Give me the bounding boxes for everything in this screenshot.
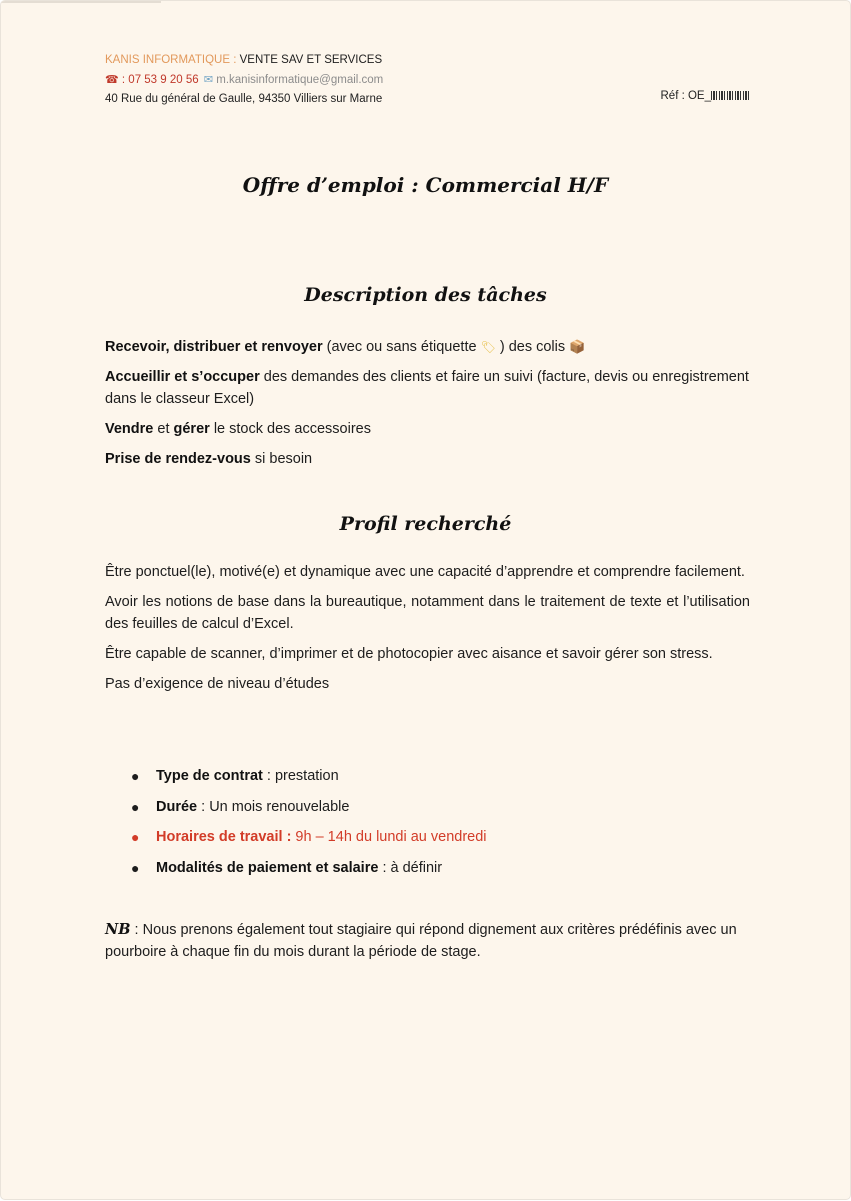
- nota-bene: [105, 919, 750, 963]
- detail-value: 9h – 14h du lundi au vendredi: [291, 829, 487, 846]
- profile-paragraph: Être ponctuel(le), motivé(e) et dynamique avec une capacité d’apprendre et comprendre facilement.: [105, 564, 745, 580]
- task-text: (avec ou sans étiquette: [322, 339, 481, 355]
- detail-contract-type: [105, 765, 750, 796]
- task-item: [105, 366, 750, 410]
- phone-number: : 07 53 9 20 56: [121, 73, 199, 86]
- task-bold: Accueillir et s’occuper: [105, 369, 260, 385]
- task-item: [105, 336, 750, 358]
- email-address[interactable]: m.kanisinformatique@gmail.com: [216, 73, 384, 86]
- detail-value: : prestation: [262, 768, 339, 784]
- detail-duration: [105, 796, 750, 827]
- tasks-list: [105, 336, 750, 478]
- task-text: des demandes des clients et faire un suivi (facture, devis ou enregistrement dans le classeur Excel): [105, 369, 749, 407]
- task-text: et: [153, 421, 174, 437]
- task-item: [105, 418, 750, 440]
- detail-payment: [105, 857, 750, 888]
- tasks-heading: Description des tâches: [304, 284, 547, 306]
- detail-working-hours: [105, 826, 750, 857]
- task-text-2: le stock des accessoires: [209, 421, 371, 437]
- reference-label: Réf : OE_: [660, 90, 711, 102]
- company-name: KANIS INFORMATIQUE :: [105, 54, 237, 66]
- company-line: [105, 51, 751, 71]
- profile-paragraph: Pas d’exigence de niveau d’études: [105, 676, 330, 692]
- detail-value: : à définir: [378, 860, 443, 877]
- bullet-icon: ●: [131, 798, 140, 815]
- address: 40 Rue du général de Gaulle, 94350 Villiers sur Marne: [105, 93, 383, 105]
- task-text: si besoin: [250, 451, 313, 467]
- label-tag-icon: 🏷: [480, 340, 496, 354]
- mail-icon: ✉: [203, 73, 214, 86]
- phone-icon: ☎: [105, 73, 119, 86]
- detail-label: Horaires de travail :: [156, 829, 292, 846]
- contact-line: [105, 71, 751, 91]
- top-strip: [1, 1, 161, 3]
- bullet-icon: ●: [131, 768, 140, 784]
- detail-label: Durée: [156, 798, 198, 815]
- task-bold: Vendre: [105, 421, 154, 437]
- nb-text: : Nous prenons également tout stagiaire qui répond dignement aux critères prédéfinis avec un pourboire à chaque fin du mois durant la période de stage.: [105, 922, 737, 960]
- nb-label: NB: [105, 921, 131, 938]
- profile-heading: Profil recherché: [339, 513, 512, 535]
- task-bold-2: gérer: [173, 421, 210, 437]
- task-item: [105, 448, 750, 470]
- address-line: [105, 90, 751, 110]
- company-services: VENTE SAV ET SERVICES: [236, 54, 383, 66]
- task-text-2: ) des colis: [495, 339, 570, 355]
- detail-value: : Un mois renouvelable: [197, 798, 350, 815]
- bullet-icon: ●: [131, 829, 140, 846]
- profile-paragraph: Être capable de scanner, d’imprimer et de photocopier avec aisance et savoir gérer son stress.: [105, 646, 713, 662]
- task-bold: Recevoir, distribuer et renvoyer: [105, 339, 323, 355]
- detail-label: Type de contrat: [156, 768, 263, 784]
- bullet-icon: ●: [131, 860, 140, 877]
- package-icon: 📦: [569, 339, 586, 354]
- profile-text: [105, 561, 750, 703]
- page-title: Offre d’emploi : Commercial H/F: [242, 173, 609, 197]
- document-page: [1, 1, 850, 1199]
- barcode-icon: [711, 91, 751, 100]
- task-bold: Prise de rendez-vous: [105, 451, 251, 467]
- letterhead: [105, 51, 751, 110]
- reference: [661, 90, 752, 102]
- detail-label: Modalités de paiement et salaire: [156, 860, 379, 877]
- profile-paragraph: Avoir les notions de base dans la bureautique, notamment dans le traitement de texte et l’utilisation des feuilles de calcul d’Excel.: [105, 594, 750, 632]
- job-details-list: [105, 765, 750, 888]
